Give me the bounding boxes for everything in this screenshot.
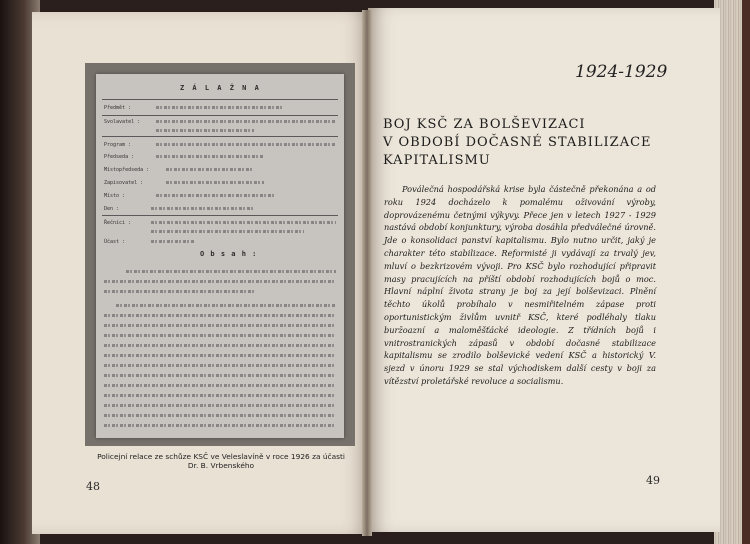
doc-typed-line bbox=[166, 168, 254, 171]
doc-typed-line bbox=[166, 181, 264, 184]
doc-typed-line bbox=[151, 207, 254, 210]
document-section-heading: O b s a h : bbox=[200, 250, 258, 258]
chapter-title-line: KAPITALISMU bbox=[383, 153, 491, 168]
doc-typed-line bbox=[104, 290, 254, 293]
doc-typed-line bbox=[156, 155, 264, 158]
doc-typed-line bbox=[151, 230, 304, 233]
book-gutter bbox=[362, 10, 372, 536]
document-rule bbox=[102, 215, 338, 216]
caption-line: Policejní relace ze schůze KSČ ve Veleslavíně v roce 1926 za účasti bbox=[97, 452, 345, 461]
caption-line: Dr. B. Vrbenského bbox=[187, 461, 255, 470]
doc-typed-line bbox=[104, 364, 336, 367]
doc-field-convener: Svolavatel : bbox=[104, 119, 141, 125]
doc-typed-line bbox=[151, 240, 194, 243]
doc-field-attendance: Účast : bbox=[104, 239, 126, 245]
document-rule bbox=[102, 99, 338, 100]
doc-typed-line bbox=[126, 270, 336, 273]
document-heading: Z Á L A Ž N A bbox=[180, 84, 261, 92]
doc-typed-line bbox=[104, 334, 336, 337]
doc-typed-line bbox=[151, 221, 336, 224]
doc-typed-line bbox=[104, 394, 336, 397]
police-report-document bbox=[96, 74, 344, 438]
doc-typed-line bbox=[156, 106, 284, 109]
chapter-title-line: BOJ KSČ ZA BOLŠEVIZACI bbox=[383, 117, 586, 132]
doc-typed-line bbox=[104, 280, 336, 283]
chapter-body-text: Poválečná hospodářská krise byla částečně překonána a od roku 1924 docházelo k pomalému oživování výroby, doprovázenému četnými výkyvy. Přece jen v letech 1927 - 1929 nastává období konjunktury, výroba dosáhla předválečné úrovně. Jde o konsolidaci panství kapitalismu. Bylo nutno určit, jaký je charakter této stabilizace. Reformisté ji vydávají za trvalý jev, mluví o bezkrizovém vývoji. Pro KSČ bylo rozhodující připravit masy pracujících na příští období rozhodujících bojů o moc. Hlavní náplní života strany je boj za její bolševizaci. Plnění těchto úkolů probíhalo v nesmiřitelném zápase proti oportunistickým živlům uvnitř KSČ, které podléhaly tlaku buržoazní a maloměšťácké ideologie. Z třídních bojů i vnitrostranických zápasů v období dočasné stabilizace kapitalismu se zrodilo bolševické vedení KSČ a historický V. sjezd v únoru 1929 se stal východiskem další cesty v boji za vítězství proletářské revoluce a socialismu. bbox=[384, 184, 656, 386]
doc-typed-line bbox=[156, 120, 336, 123]
doc-field-speakers: Řečníci : bbox=[104, 220, 132, 226]
document-rule bbox=[102, 115, 338, 116]
page-number-left: 48 bbox=[86, 480, 100, 493]
doc-typed-line bbox=[104, 324, 336, 327]
running-header: 1924-1929 bbox=[575, 62, 668, 82]
book-cover-edge bbox=[742, 0, 750, 544]
doc-field-day: Den : bbox=[104, 206, 120, 212]
doc-typed-line bbox=[104, 344, 336, 347]
doc-typed-line bbox=[116, 304, 336, 307]
doc-typed-line bbox=[156, 129, 254, 132]
page-number-right: 49 bbox=[646, 474, 660, 487]
doc-field-subject: Předmět : bbox=[104, 105, 132, 111]
doc-typed-line bbox=[104, 354, 336, 357]
doc-field-program: Program : bbox=[104, 142, 132, 148]
chapter-title-line: V OBDOBÍ DOČASNÉ STABILIZACE bbox=[383, 135, 652, 150]
doc-typed-line bbox=[156, 194, 274, 197]
doc-field-recorder: Zapisovatel : bbox=[104, 180, 144, 186]
chapter-title bbox=[383, 116, 652, 170]
doc-typed-line bbox=[104, 424, 336, 427]
doc-field-place: Místo : bbox=[104, 193, 126, 199]
doc-typed-line bbox=[104, 404, 336, 407]
doc-field-chair: Předseda : bbox=[104, 154, 135, 160]
doc-typed-line bbox=[156, 143, 336, 146]
doc-typed-line bbox=[104, 414, 336, 417]
doc-field-vicechair: Místopředseda : bbox=[104, 167, 150, 173]
doc-typed-line bbox=[104, 374, 336, 377]
doc-typed-line bbox=[104, 384, 336, 387]
doc-typed-line bbox=[104, 314, 336, 317]
document-rule bbox=[102, 136, 338, 137]
photo-caption bbox=[85, 452, 357, 470]
